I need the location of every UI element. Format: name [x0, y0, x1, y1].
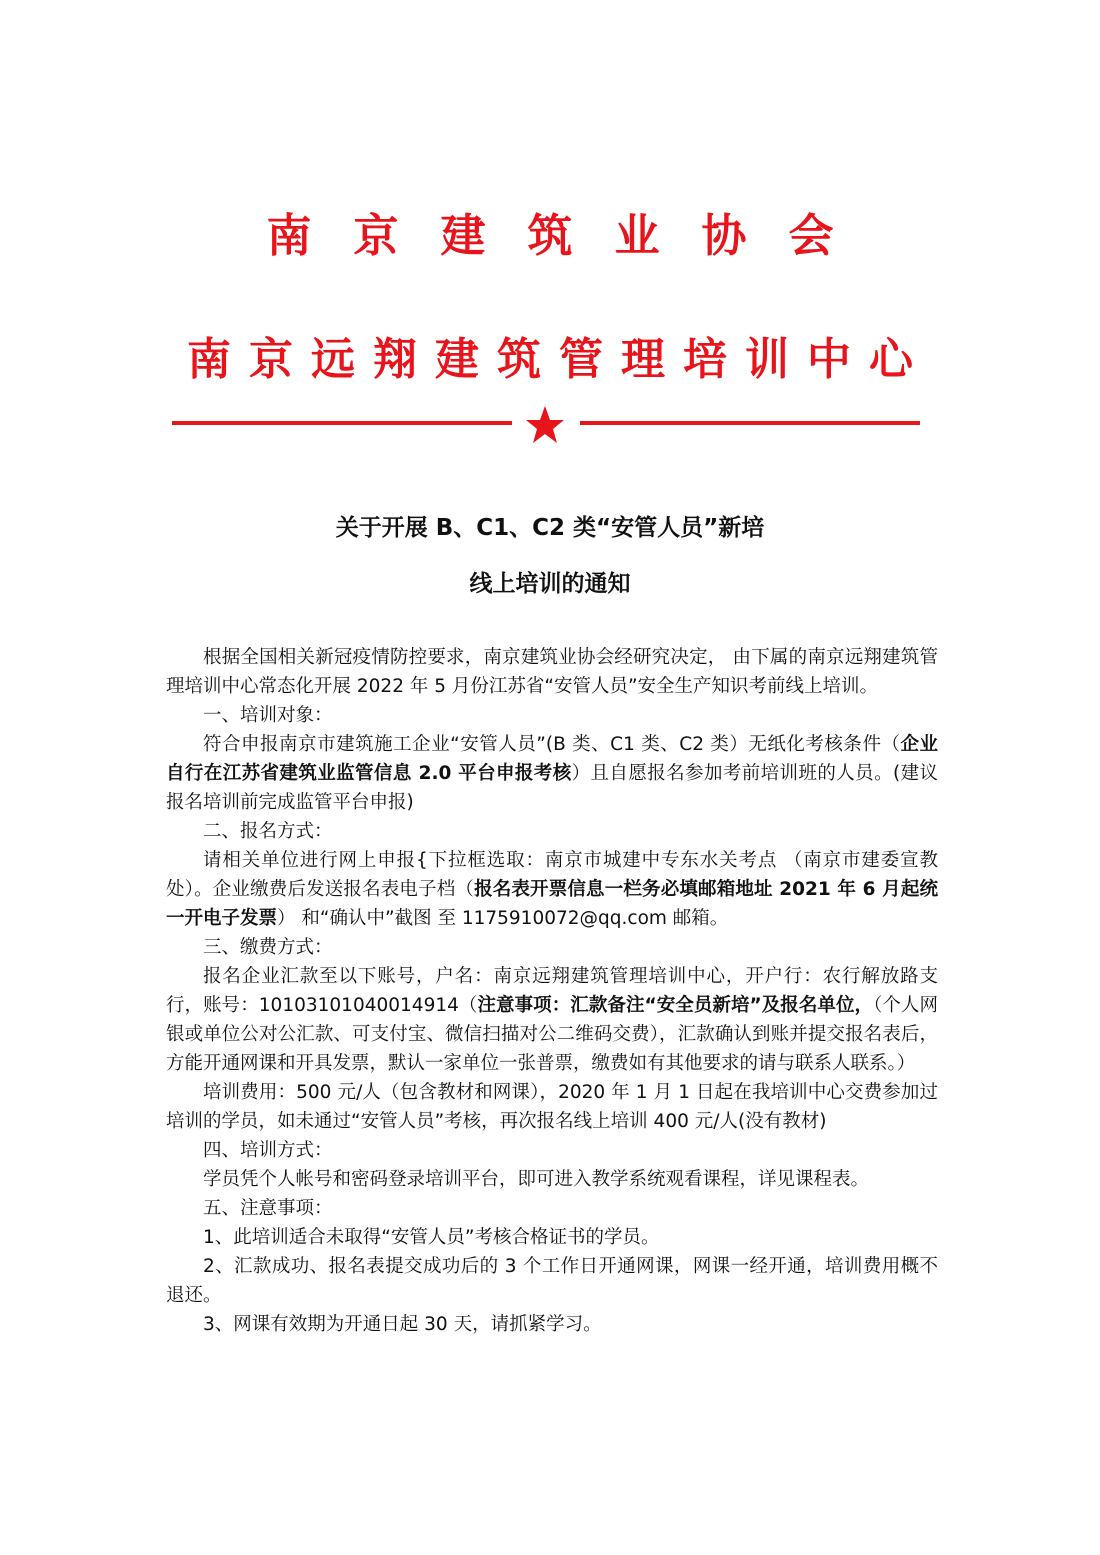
star-icon — [520, 404, 570, 444]
section-payment-fee: 培训费用：500 元/人（包含教材和网课），2020 年 1 月 1 日起在我培训中心交费参加过培训的学员，如未通过“安管人员”考核，再次报名线上培训 400 元/人(没有教材) — [166, 1082, 938, 1132]
section-payment-text — [166, 962, 938, 1078]
section-method-text: 学员凭个人帐号和密码登录培训平台，即可进入教学系统观看课程，详见课程表。 — [203, 1169, 870, 1190]
section-heading-payment: 三、缴费方式： — [203, 937, 333, 958]
header-divider — [172, 404, 920, 444]
signup-text-bold: 报名表开票信息一栏务必填邮箱地址 2021 年 6 月起统一开电子发票 — [166, 879, 938, 929]
section-heading-notes: 五、注意事项： — [203, 1198, 333, 1219]
notes-item-2: 2、汇款成功、报名表提交成功后的 3 个工作日开通网课，网课一经开通，培训费用概不退还。 — [166, 1256, 938, 1306]
org-name-association: 南京建筑业协会 — [266, 209, 876, 262]
section-signup-text — [166, 846, 938, 933]
section-target-text — [166, 730, 938, 817]
notice-title-line1: 关于开展 B、C1、C2 类“安管人员”新培 — [335, 515, 765, 541]
notice-body — [166, 643, 938, 1339]
notice-title-line2: 线上培训的通知 — [469, 571, 631, 597]
target-text-b: ）且自愿报名参加考前培训班的人员。(建议报名培训前完成监管平台申报) — [166, 763, 938, 813]
section-heading-signup: 二、报名方式： — [203, 821, 333, 842]
target-text-a: 符合申报南京市建筑施工企业“安管人员”(B 类、C1 类、C2 类）无纸化考核条件（ — [203, 734, 901, 755]
payment-text-b: （个人网银或单位公对公汇款、可支付宝、微信扫描对公二维码交费），汇款确认到账并提交报名表后，方能开通网课和开具发票，默认一家单位一张普票，缴费如有其他要求的请与联系人联系。） — [166, 995, 938, 1074]
section-heading-method: 四、培训方式： — [203, 1140, 333, 1161]
notes-item-3: 3、网课有效期为开通日起 30 天，请抓紧学习。 — [203, 1314, 602, 1335]
signup-text-b: ） 和“确认中”截图 至 1175910072@qq.com 邮箱。 — [277, 908, 729, 929]
payment-text-bold: 注意事项：汇款备注“安全员新培”及报名单位， — [477, 995, 874, 1016]
section-heading-target: 一、培训对象： — [203, 705, 333, 726]
signup-text-a: 请相关单位进行网上申报{下拉框选取：南京市城建中专东水关考点 （南京市建委宣教处）。企业缴费后发送报名表电子档（ — [166, 850, 938, 900]
org-name-training-center: 南京远翔建筑管理培训中心 — [187, 334, 931, 385]
notes-item-1: 1、此培训适合未取得“安管人员”考核合格证书的学员。 — [203, 1227, 660, 1248]
target-text-bold: 企业自行在江苏省建筑业监管信息 2.0 平台申报考核 — [166, 734, 938, 784]
payment-text-a: 报名企业汇款至以下账号，户名：南京远翔建筑管理培训中心，开户行：农行解放路支行，账号：10103101040014914（ — [166, 966, 938, 1016]
divider-line-right — [580, 421, 920, 425]
intro-paragraph: 根据全国相关新冠疫情防控要求，南京建筑业协会经研究决定， 由下属的南京远翔建筑管理培训中心常态化开展 2022 年 5 月份江苏省“安管人员”安全生产知识考前线上培训。 — [166, 647, 938, 697]
divider-line-left — [172, 421, 512, 425]
